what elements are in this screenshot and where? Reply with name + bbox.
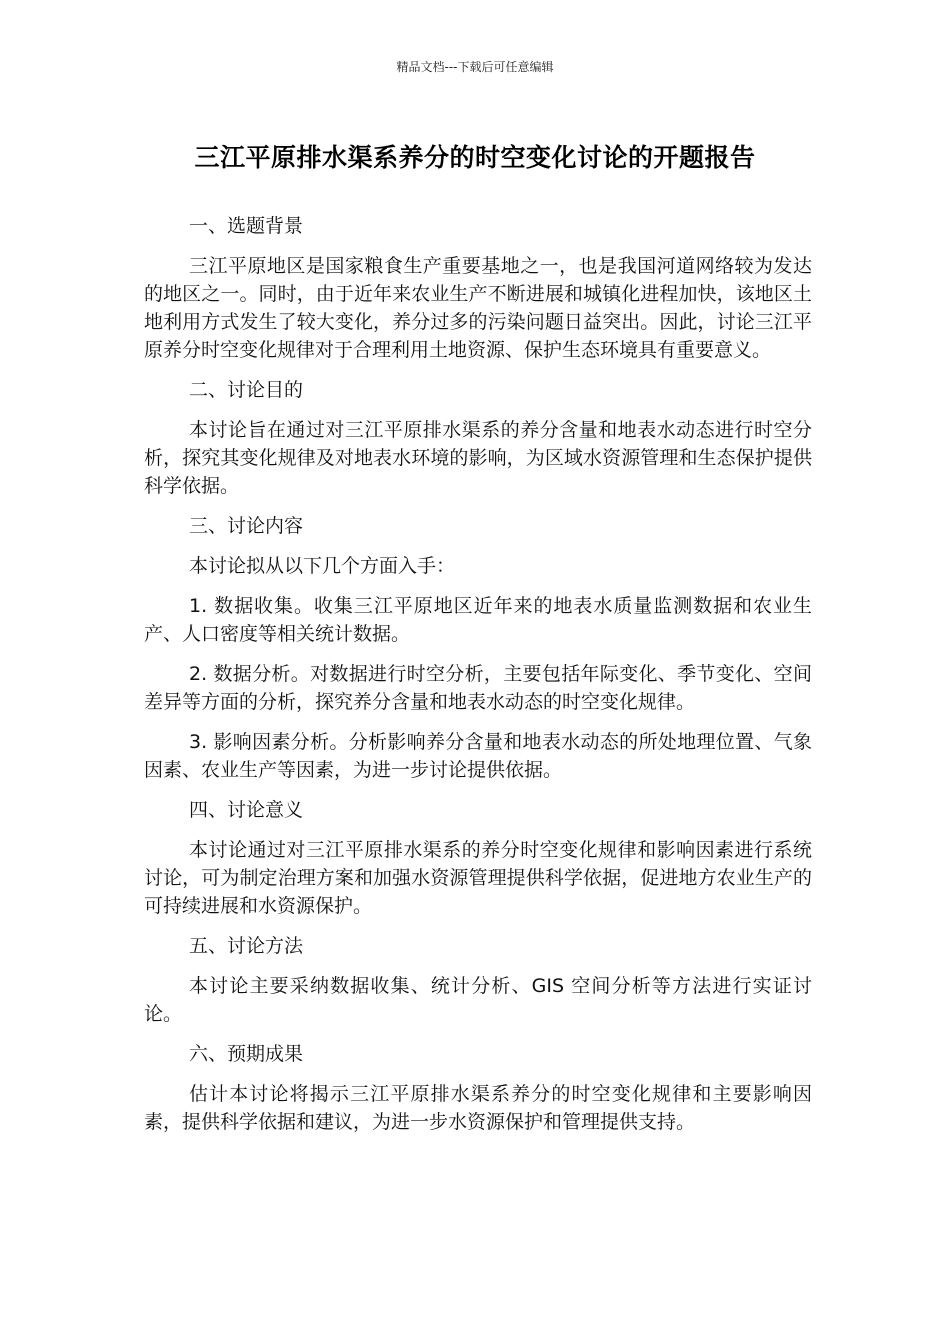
paragraph-content-item-1: 1. 数据收集。收集三江平原地区近年来的地表水质量监测数据和农业生产、人口密度等相关统计数据。 [144,595,812,645]
section-heading-purpose: 二、讨论目的 [189,379,304,401]
page-header-note: 精品文档---下载后可任意编辑 [396,60,554,74]
document-body [144,212,812,1148]
paragraph-methods: 本讨论主要采纳数据收集、统计分析、GIS 空间分析等方法进行实证讨论。 [144,975,812,1025]
section-heading-expected-results: 六、预期成果 [189,1043,304,1065]
section-heading-content: 三、讨论内容 [189,515,304,537]
paragraph-purpose: 本讨论旨在通过对三江平原排水渠系的养分含量和地表水动态进行时空分析，探究其变化规律及对地表水环境的影响，为区域水资源管理和生态保护提供科学依据。 [144,419,812,497]
paragraph-content-item-2: 2. 数据分析。对数据进行时空分析，主要包括年际变化、季节变化、空间差异等方面的分析，探究养分含量和地表水动态的时空变化规律。 [144,663,812,713]
paragraph-expected-results: 估计本讨论将揭示三江平原排水渠系养分的时空变化规律和主要影响因素，提供科学依据和建议，为进一步水资源保护和管理提供支持。 [144,1083,812,1133]
document-title: 三江平原排水渠系养分的时空变化讨论的开题报告 [194,143,756,172]
paragraph-significance: 本讨论通过对三江平原排水渠系的养分时空变化规律和影响因素进行系统讨论，可为制定治理方案和加强水资源管理提供科学依据，促进地方农业生产的可持续进展和水资源保护。 [144,839,812,917]
section-heading-background: 一、选题背景 [189,215,304,237]
section-heading-methods: 五、讨论方法 [189,935,304,957]
paragraph-content-intro: 本讨论拟从以下几个方面入手： [189,555,456,577]
section-heading-significance: 四、讨论意义 [189,799,304,821]
paragraph-content-item-3: 3. 影响因素分析。分析影响养分含量和地表水动态的所处地理位置、气象因素、农业生产等因素，为进一步讨论提供依据。 [144,731,812,781]
paragraph-background: 三江平原地区是国家粮食生产重要基地之一，也是我国河道网络较为发达的地区之一。同时，由于近年来农业生产不断进展和城镇化进程加快，该地区土地利用方式发生了较大变化，养分过多的污染问题日益突出。因此，讨论三江平原养分时空变化规律对于合理利用土地资源、保护生态环境具有重要意义。 [144,255,812,361]
